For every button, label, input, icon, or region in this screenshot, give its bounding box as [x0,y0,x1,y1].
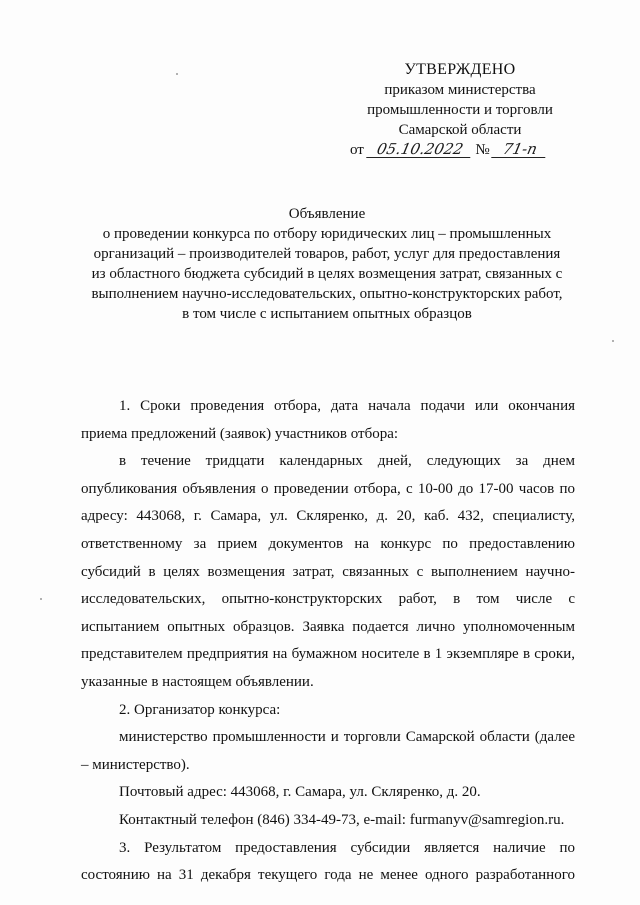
approval-date-line [340,140,580,160]
paragraph-organizer-heading: 2. Организатор конкурса: [119,701,281,718]
handwritten-date: 05.10.2022 [366,141,474,158]
paragraph-contacts: Контактный телефон (846) 334-49-73, e-mail: furmanyv@samregion.ru. [119,811,565,828]
approval-line: приказом министерства [384,82,536,98]
title-line: Объявление [288,206,366,222]
handwritten-number: 71-п [492,141,550,158]
scan-speck [40,598,42,600]
approval-heading: УТВЕРЖДЕНО [404,61,516,78]
paragraph-application-terms: в течение тридцати календарных дней, следующих за днем опубликования объявления о проведении отбора, с 10-00 до 17-00 часов по адресу: 443068, г. Самара, ул. Скляренко, д. 20, каб. 432, специалисту, ответственному за прием документов на конкурс по предоставлению субсидий в целях возмещения затрат, связанных с выполнением научно-исследовательских, опытно-конструкторских работ, в том числе с испытанием опытных образцов. Заявка подается лично уполномоченным представителем предприятия на бумажном носителе в 1 экземпляре в сроки, указанные в настоящем объявлении. [81,453,575,690]
title-line: в том числе с испытанием опытных образцов [182,306,472,322]
document-body [81,393,575,890]
paragraph-postal-address: Почтовый адрес: 443068, г. Самара, ул. Скляренко, д. 20. [119,784,481,801]
document-title [72,204,582,324]
date-prefix: от [350,142,364,158]
paragraph-deadlines: 1. Сроки проведения отбора, дата начала подачи или окончания приема предложений (заявок) участников отбора: [81,398,575,442]
title-line: о проведении конкурса по отбору юридических лиц – промышленных [102,226,552,242]
scan-speck [176,73,178,75]
number-prefix: № [475,142,490,158]
approval-line: Самарской области [398,122,522,138]
title-line: выполнением научно-исследовательских, опытно-конструкторских работ, [91,286,563,302]
paragraph-organizer: министерство промышленности и торговли Самарской области (далее – министерство). [81,729,575,773]
scan-speck [612,340,614,342]
paragraph-result: 3. Результатом предоставления субсидии является наличие по состоянию на 31 декабря текущего года не менее одного разработанного [81,839,575,884]
approval-line: промышленности и торговли [367,102,553,118]
approval-block [340,60,580,160]
title-line: организаций – производителей товаров, работ, услуг для предоставления [93,246,561,262]
title-line: из областного бюджета субсидий в целях возмещения затрат, связанных с [91,266,563,282]
